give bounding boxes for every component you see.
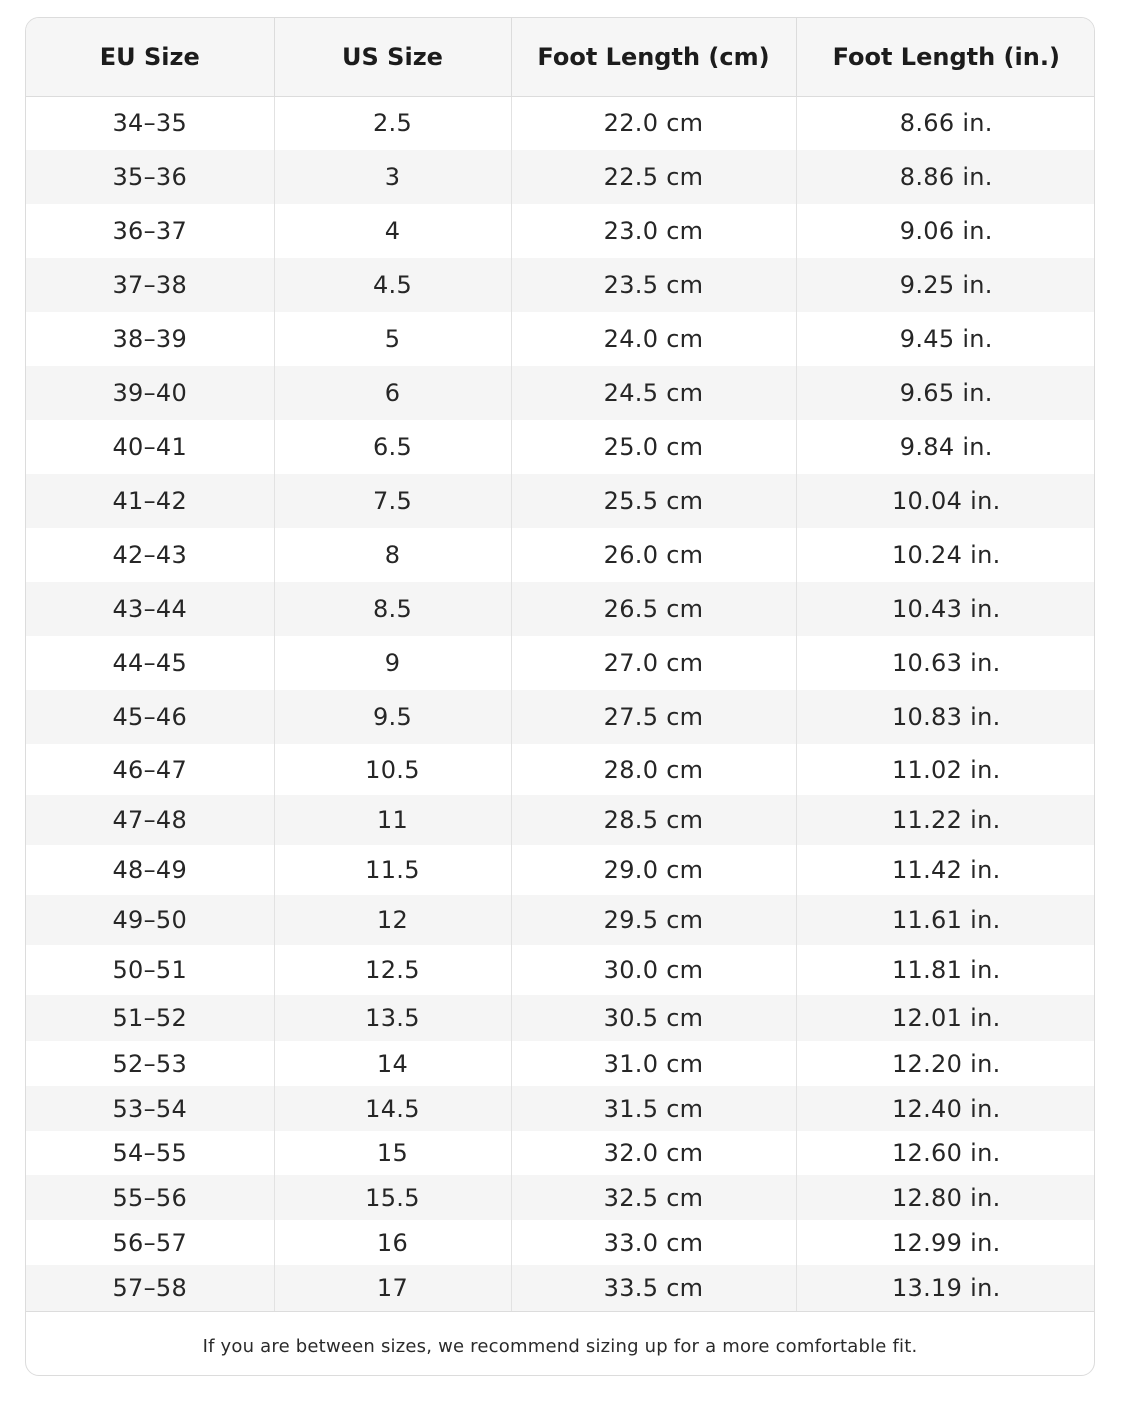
eu-size-cell: 44–45: [26, 636, 274, 690]
table-row: [26, 474, 1095, 528]
foot-length-cm-cell: 25.0 cm: [511, 420, 796, 474]
eu-size-cell: 46–47: [26, 744, 274, 795]
foot-length-cm-cell: 31.5 cm: [511, 1086, 796, 1131]
foot-length-cm-cell: 22.5 cm: [511, 150, 796, 204]
eu-size-cell: 40–41: [26, 420, 274, 474]
eu-size-cell: 37–38: [26, 258, 274, 312]
foot-length-in-cell: 11.22 in.: [891, 806, 1001, 834]
table-row: [26, 744, 1095, 795]
table-row: [26, 1131, 1095, 1175]
foot-length-in-cell: 9.45 in.: [899, 325, 993, 353]
eu-size-cell: 54–55: [26, 1131, 274, 1175]
us-size-cell: 12: [274, 895, 511, 945]
us-size-cell: 13.5: [274, 995, 511, 1041]
eu-size-cell: 35–36: [26, 150, 274, 204]
us-size-cell: 14: [274, 1041, 511, 1086]
foot-length-in-cell: 8.66 in.: [899, 109, 993, 138]
size-chart-card: [25, 17, 1095, 1376]
table-row: [26, 204, 1095, 258]
foot-length-cm-cell: 28.5 cm: [511, 795, 796, 845]
eu-size-cell: 57–58: [26, 1265, 274, 1311]
foot-length-in-cell: 9.65 in.: [899, 379, 993, 407]
foot-length-cm-cell: 32.5 cm: [511, 1175, 796, 1220]
table-row: [26, 1220, 1095, 1265]
table-row: [26, 1041, 1095, 1086]
foot-length-in-cell: 11.81 in.: [891, 956, 1001, 984]
foot-length-in-cell: 12.99 in.: [891, 1228, 1001, 1257]
foot-length-in-cell: 12.80 in.: [891, 1183, 1001, 1212]
table-row: [26, 312, 1095, 366]
foot-length-in-cell: 10.43 in.: [891, 595, 1001, 623]
eu-size-cell: 55–56: [26, 1175, 274, 1220]
foot-length-cm-cell: 24.0 cm: [511, 312, 796, 366]
table-row: [26, 1086, 1095, 1131]
eu-size-cell: 49–50: [26, 895, 274, 945]
table-row: [26, 636, 1095, 690]
table-row: [26, 895, 1095, 945]
us-size-cell: 17: [274, 1265, 511, 1311]
foot-length-in-cell: 13.19 in.: [891, 1274, 1001, 1302]
table-row: [26, 795, 1095, 845]
us-size-cell: 14.5: [274, 1086, 511, 1131]
foot-length-in-cell: 9.06 in.: [899, 217, 993, 245]
foot-length-in-cell: 12.40 in.: [891, 1094, 1001, 1123]
foot-length-cm-cell: 29.0 cm: [511, 845, 796, 895]
foot-length-cm-cell: 25.5 cm: [511, 474, 796, 528]
table-row: [26, 690, 1095, 744]
us-size-cell: 3: [274, 150, 511, 204]
table-row: [26, 995, 1095, 1041]
foot-length-cm-cell: 26.5 cm: [511, 582, 796, 636]
sizing-note: If you are between sizes, we recommend sizing up for a more comfortable fit.: [26, 1311, 1094, 1376]
us-size-cell: 11.5: [274, 845, 511, 895]
foot-length-cm-cell: 26.0 cm: [511, 528, 796, 582]
eu-size-cell: 56–57: [26, 1220, 274, 1265]
foot-length-cm-cell: 24.5 cm: [511, 366, 796, 420]
us-size-cell: 16: [274, 1220, 511, 1265]
eu-size-cell: 47–48: [26, 795, 274, 845]
table-row: [26, 528, 1095, 582]
foot-length-in-cell: 9.25 in.: [899, 271, 993, 299]
header-foot-length-cm: Foot Length (cm): [511, 18, 796, 96]
us-size-cell: 6: [274, 366, 511, 420]
foot-length-in-cell: 10.24 in.: [891, 541, 1001, 569]
table-row: [26, 845, 1095, 895]
foot-length-in-cell: 11.42 in.: [891, 856, 1001, 884]
table-row: [26, 258, 1095, 312]
us-size-cell: 4: [274, 204, 511, 258]
foot-length-cm-cell: 22.0 cm: [511, 96, 796, 150]
us-size-cell: 9: [274, 636, 511, 690]
foot-length-cm-cell: 27.0 cm: [511, 636, 796, 690]
foot-length-cm-cell: 31.0 cm: [511, 1041, 796, 1086]
foot-length-in-cell: 10.83 in.: [891, 703, 1001, 731]
foot-length-cm-cell: 23.0 cm: [511, 204, 796, 258]
table-row: [26, 150, 1095, 204]
eu-size-cell: 38–39: [26, 312, 274, 366]
foot-length-in-cell: 8.86 in.: [899, 163, 993, 191]
eu-size-cell: 53–54: [26, 1086, 274, 1131]
foot-length-in-cell: 12.20 in.: [891, 1049, 1001, 1078]
us-size-cell: 8.5: [274, 582, 511, 636]
us-size-cell: 2.5: [274, 96, 511, 150]
us-size-cell: 4.5: [274, 258, 511, 312]
foot-length-in-cell: 10.63 in.: [891, 649, 1001, 677]
us-size-cell: 8: [274, 528, 511, 582]
foot-length-cm-cell: 30.0 cm: [511, 945, 796, 995]
header-foot-length-in: Foot Length (in.): [796, 18, 1095, 96]
table-row: [26, 945, 1095, 995]
table-row: [26, 1175, 1095, 1220]
eu-size-cell: 50–51: [26, 945, 274, 995]
table-row: [26, 366, 1095, 420]
foot-length-cm-cell: 27.5 cm: [511, 690, 796, 744]
table-body: [26, 96, 1095, 1311]
foot-length-in-cell: 10.04 in.: [891, 487, 1001, 515]
us-size-cell: 15: [274, 1131, 511, 1175]
foot-length-in-cell: 11.61 in.: [891, 906, 1001, 934]
eu-size-cell: 43–44: [26, 582, 274, 636]
foot-length-cm-cell: 23.5 cm: [511, 258, 796, 312]
table-row: [26, 582, 1095, 636]
eu-size-cell: 39–40: [26, 366, 274, 420]
foot-length-cm-cell: 30.5 cm: [511, 995, 796, 1041]
us-size-cell: 11: [274, 795, 511, 845]
us-size-cell: 12.5: [274, 945, 511, 995]
us-size-cell: 7.5: [274, 474, 511, 528]
table-row: [26, 96, 1095, 150]
us-size-cell: 5: [274, 312, 511, 366]
foot-length-cm-cell: 33.0 cm: [511, 1220, 796, 1265]
us-size-cell: 15.5: [274, 1175, 511, 1220]
us-size-cell: 10.5: [274, 744, 511, 795]
eu-size-cell: 51–52: [26, 995, 274, 1041]
foot-length-in-cell: 12.01 in.: [891, 1004, 1001, 1032]
foot-length-cm-cell: 33.5 cm: [511, 1265, 796, 1311]
eu-size-cell: 42–43: [26, 528, 274, 582]
eu-size-cell: 45–46: [26, 690, 274, 744]
eu-size-cell: 36–37: [26, 204, 274, 258]
eu-size-cell: 34–35: [26, 96, 274, 150]
size-chart-table: [26, 18, 1095, 1311]
eu-size-cell: 52–53: [26, 1041, 274, 1086]
header-us-size: US Size: [274, 18, 511, 96]
eu-size-cell: 48–49: [26, 845, 274, 895]
foot-length-cm-cell: 32.0 cm: [511, 1131, 796, 1175]
foot-length-in-cell: 11.02 in.: [891, 755, 1001, 784]
header-eu-size: EU Size: [26, 18, 274, 96]
foot-length-cm-cell: 28.0 cm: [511, 744, 796, 795]
header-row: [26, 18, 1095, 96]
table-row: [26, 420, 1095, 474]
table-header: [26, 18, 1095, 96]
foot-length-in-cell: 9.84 in.: [899, 433, 993, 461]
us-size-cell: 9.5: [274, 690, 511, 744]
foot-length-cm-cell: 29.5 cm: [511, 895, 796, 945]
table-row: [26, 1265, 1095, 1311]
us-size-cell: 6.5: [274, 420, 511, 474]
foot-length-in-cell: 12.60 in.: [891, 1139, 1001, 1167]
eu-size-cell: 41–42: [26, 474, 274, 528]
